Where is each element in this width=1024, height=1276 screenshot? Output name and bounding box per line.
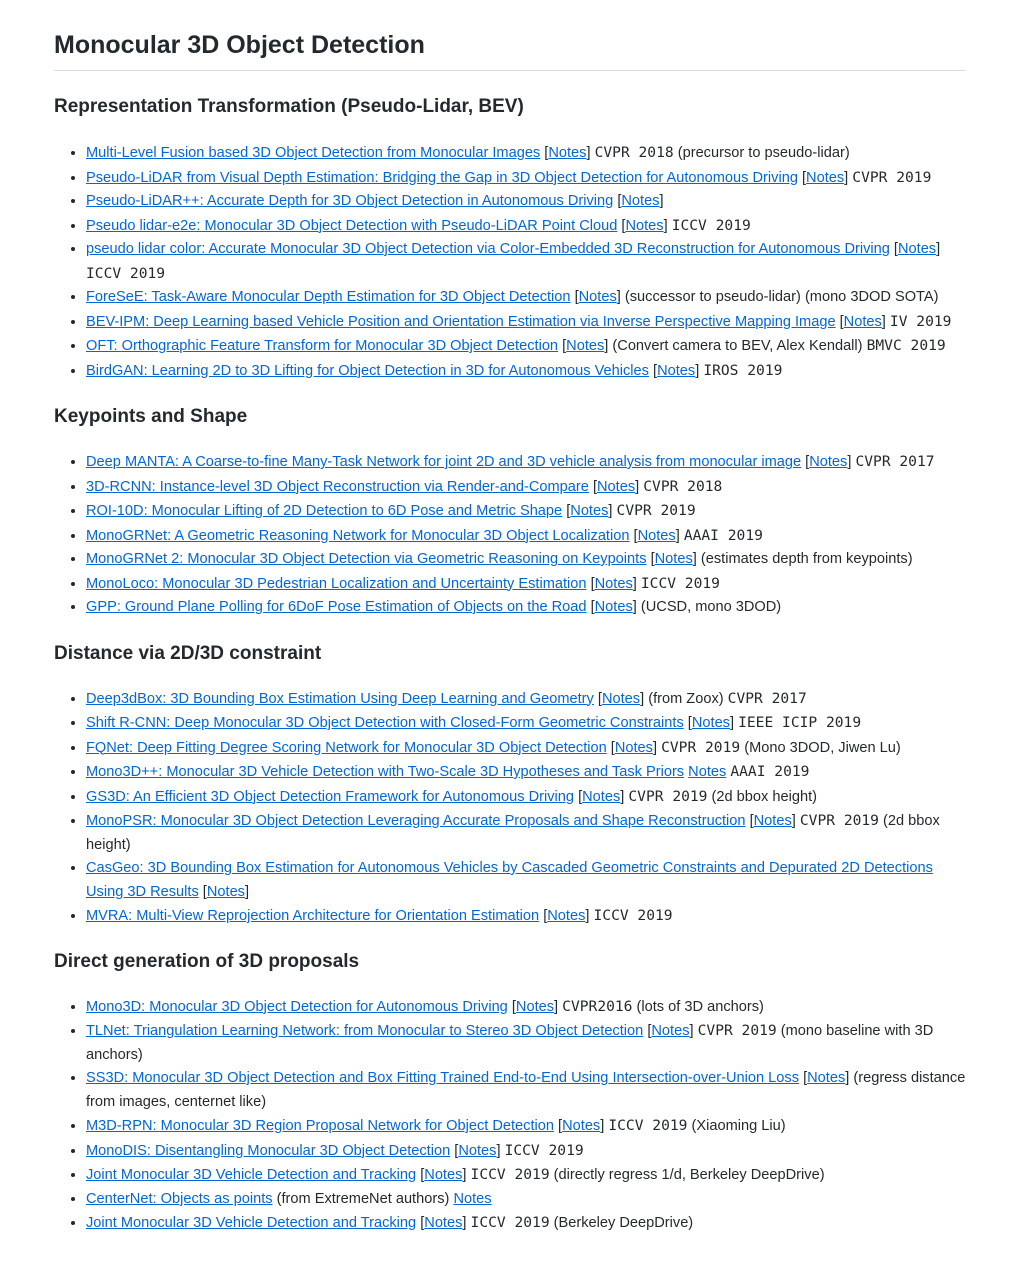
- list-item: • MonoGRNet 2: Monocular 3D Object Detection via Geometric Reasoning on Keypoints [Notes] (estimates depth from keypoints): [86, 548, 966, 572]
- venue-badge: CVPR 2019: [697, 1022, 777, 1039]
- notes-link[interactable]: Notes: [597, 478, 636, 495]
- venue-badge: ICCV 2019: [640, 574, 720, 592]
- notes-link[interactable]: Notes: [688, 764, 727, 780]
- paper-link[interactable]: MonoGRNet: A Geometric Reasoning Network for Monocular 3D Object Localization: [86, 527, 630, 544]
- document: [54, 28, 966, 1236]
- venue-badge: ICCV 2019: [470, 1214, 550, 1231]
- paper-link[interactable]: GS3D: An Efficient 3D Object Detection Framework for Autonomous Driving: [86, 788, 575, 805]
- notes-link[interactable]: Notes: [601, 690, 641, 707]
- paper-list: [54, 995, 966, 1236]
- venue-badge: ICCV 2019: [608, 1117, 688, 1134]
- notes-link[interactable]: Notes: [594, 575, 633, 592]
- item-comment: (Mono 3DOD, Jiwen Lu): [744, 739, 901, 756]
- item-comment: (Convert camera to BEV, Alex Kendall): [612, 338, 863, 354]
- notes-link[interactable]: Notes: [657, 362, 696, 379]
- item-comment: (2d bbox height): [711, 788, 818, 805]
- notes-link[interactable]: Notes: [691, 715, 730, 731]
- paper-link[interactable]: Multi-Level Fusion based 3D Object Detection from Monocular Images: [86, 145, 541, 161]
- paper-link[interactable]: MVRA: Multi-View Reprojection Architecture for Orientation Estimation: [86, 908, 540, 924]
- paper-link[interactable]: OFT: Orthographic Feature Transform for Monocular 3D Object Detection: [86, 338, 559, 354]
- list-item: • MVRA: Multi-View Reprojection Architecture for Orientation Estimation [Notes] ICCV 2019: [86, 904, 966, 929]
- list-item: • FQNet: Deep Fitting Degree Scoring Network for Monocular 3D Object Detection [Notes] CVPR 2019 (Mono 3DOD, Jiwen Lu): [86, 736, 966, 761]
- paper-link[interactable]: 3D-RCNN: Instance-level 3D Object Reconstruction via Render-and-Compare: [86, 478, 589, 495]
- notes-link[interactable]: Notes: [651, 1023, 690, 1039]
- list-item: • GS3D: An Efficient 3D Object Detection Framework for Autonomous Driving [Notes] CVPR 2019 (2d bbox height): [86, 785, 966, 810]
- notes-link[interactable]: Notes: [206, 883, 245, 900]
- venue-badge: ICCV 2019: [504, 1141, 584, 1159]
- paper-link[interactable]: MonoPSR: Monocular 3D Object Detection Leveraging Accurate Proposals and Shape Reconstruction: [86, 813, 746, 829]
- notes-link[interactable]: Notes: [897, 241, 937, 257]
- venue-badge: CVPR 2019: [852, 168, 932, 186]
- venue-badge: IROS 2019: [703, 361, 783, 379]
- paper-link[interactable]: Pseudo lidar-e2e: Monocular 3D Object Detection with Pseudo-LiDAR Point Cloud: [86, 217, 618, 234]
- item-comment: (2d bbox height): [86, 813, 940, 853]
- list-item: • ForeSeE: Task-Aware Monocular Depth Estimation for 3D Object Detection [Notes] (successor to pseudo-lidar) (mono 3DOD SOTA): [86, 286, 966, 310]
- item-comment: (regress distance from images, centernet like): [86, 1070, 966, 1110]
- list-item: • pseudo lidar color: Accurate Monocular 3D Object Detection via Color-Embedded 3D Reconstruction for Autonomous Driving [Notes] ICCV 2019: [86, 238, 966, 286]
- list-item: [86, 760, 966, 785]
- paper-link[interactable]: SS3D: Monocular 3D Object Detection and Box Fitting Trained End-to-End Using Intersection-over-Union Loss: [86, 1070, 800, 1086]
- paper-link[interactable]: Shift R-CNN: Deep Monocular 3D Object Detection with Closed-Form Geometric Constraints: [86, 715, 684, 731]
- page-title: Monocular 3D Object Detection: [54, 28, 966, 71]
- list-item: • ROI-10D: Monocular Lifting of 2D Detection to 6D Pose and Metric Shape [Notes] CVPR 2019: [86, 499, 966, 524]
- notes-link[interactable]: Notes: [515, 998, 555, 1015]
- list-item: [86, 1188, 966, 1212]
- section-heading: Representation Transformation (Pseudo-Lidar, BEV): [54, 96, 524, 117]
- item-comment: (mono baseline with 3D anchors): [86, 1023, 934, 1063]
- section-heading: Keypoints and Shape: [54, 406, 248, 427]
- list-item: • OFT: Orthographic Feature Transform for Monocular 3D Object Detection [Notes] (Convert camera to BEV, Alex Kendall) BMVC 2019: [86, 334, 966, 359]
- list-item: • Mono3D: Monocular 3D Object Detection for Autonomous Driving [Notes] CVPR2016 (lots of 3D anchors): [86, 995, 966, 1020]
- venue-badge: AAAI 2019: [730, 763, 810, 780]
- item-comment: (Xiaoming Liu): [691, 1118, 786, 1134]
- notes-link[interactable]: Notes: [566, 338, 605, 354]
- venue-badge: CVPR 2019: [799, 812, 879, 829]
- item-comment: (from Zoox): [648, 690, 724, 707]
- venue-badge: CVPR 2019: [616, 502, 696, 519]
- paper-list: [54, 687, 966, 929]
- list-item: • Pseudo-LiDAR from Visual Depth Estimation: Bridging the Gap in 3D Object Detection for Autonomous Driving [Notes] CVPR 2019: [86, 166, 966, 191]
- list-item: • BEV-IPM: Deep Learning based Vehicle Position and Orientation Estimation via Inverse Perspective Mapping Image [Notes] IV 2019: [86, 310, 966, 335]
- item-comment: (Berkeley DeepDrive): [553, 1215, 694, 1231]
- list-item: • GPP: Ground Plane Polling for 6DoF Pose Estimation of Objects on the Road [Notes] (UCSD, mono 3DOD): [86, 596, 966, 620]
- paper-list: [54, 450, 966, 620]
- list-item: • TLNet: Triangulation Learning Network: from Monocular to Stereo 3D Object Detection [Notes] CVPR 2019 (mono baseline with 3D anchors): [86, 1019, 966, 1067]
- notes-link[interactable]: Notes: [453, 1190, 492, 1207]
- venue-badge: ICCV 2019: [86, 264, 166, 282]
- list-item: • Joint Monocular 3D Vehicle Detection and Tracking [Notes] ICCV 2019 (Berkeley DeepDrive): [86, 1211, 966, 1236]
- paper-link[interactable]: FQNet: Deep Fitting Degree Scoring Network for Monocular 3D Object Detection: [86, 739, 607, 756]
- venue-badge: IEEE ICIP 2019: [738, 714, 862, 731]
- notes-link[interactable]: Notes: [843, 313, 882, 330]
- list-item: • MonoGRNet: A Geometric Reasoning Network for Monocular 3D Object Localization [Notes] AAAI 2019: [86, 524, 966, 549]
- item-comment: (from ExtremeNet authors): [276, 1190, 450, 1207]
- paper-link[interactable]: Pseudo-LiDAR from Visual Depth Estimation: Bridging the Gap in 3D Object Detection for Autonomous Driving: [86, 169, 798, 186]
- venue-badge: CVPR 2019: [628, 787, 708, 805]
- paper-link[interactable]: MonoDIS: Disentangling Monocular 3D Object Detection: [86, 1142, 451, 1159]
- list-item: • Pseudo lidar-e2e: Monocular 3D Object Detection with Pseudo-LiDAR Point Cloud [Notes] ICCV 2019: [86, 214, 966, 239]
- paper-link[interactable]: CasGeo: 3D Bounding Box Estimation for Autonomous Vehicles by Cascaded Geometric Constraints and Depurated 2D Detections Using 3D Results: [86, 860, 933, 900]
- paper-link[interactable]: MonoLoco: Monocular 3D Pedestrian Localization and Uncertainty Estimation: [86, 575, 587, 592]
- sections-container: [54, 95, 966, 1236]
- paper-link[interactable]: Joint Monocular 3D Vehicle Detection and Tracking: [86, 1167, 417, 1183]
- venue-badge: CVPR 2018: [643, 477, 723, 495]
- venue-badge: CVPR 2019: [661, 738, 741, 756]
- item-comment: (successor to pseudo-lidar) (mono 3DOD SOTA): [624, 289, 939, 305]
- list-item: • 3D-RCNN: Instance-level 3D Object Reconstruction via Render-and-Compare [Notes] CVPR 2018: [86, 475, 966, 500]
- list-item: • Joint Monocular 3D Vehicle Detection and Tracking [Notes] ICCV 2019 (directly regress 1/d, Berkeley DeepDrive): [86, 1163, 966, 1188]
- notes-link[interactable]: Notes: [424, 1215, 463, 1231]
- paper-link[interactable]: GPP: Ground Plane Polling for 6DoF Pose Estimation of Objects on the Road: [86, 599, 587, 615]
- paper-link[interactable]: ROI-10D: Monocular Lifting of 2D Detection to 6D Pose and Metric Shape: [86, 503, 563, 519]
- section-heading: Direct generation of 3D proposals: [54, 950, 360, 972]
- list-item: • Deep MANTA: A Coarse-to-fine Many-Task Network for joint 2D and 3D vehicle analysis from monocular image [Notes] CVPR 2017: [86, 450, 966, 475]
- notes-link[interactable]: Notes: [424, 1167, 463, 1183]
- list-item: • BirdGAN: Learning 2D to 3D Lifting for Object Detection in 3D for Autonomous Vehicles [Notes] IROS 2019: [86, 359, 966, 384]
- paper-link[interactable]: BirdGAN: Learning 2D to 3D Lifting for Object Detection in 3D for Autonomous Vehicles: [86, 362, 649, 379]
- paper-link[interactable]: Joint Monocular 3D Vehicle Detection and Tracking: [86, 1215, 417, 1231]
- list-item: • CasGeo: 3D Bounding Box Estimation for Autonomous Vehicles by Cascaded Geometric Constraints and Depurated 2D Detections Using 3D Results [Notes]: [86, 857, 966, 904]
- paper-link[interactable]: CenterNet: Objects as points: [86, 1190, 273, 1207]
- paper-list: [54, 141, 966, 383]
- notes-link[interactable]: Notes: [625, 217, 664, 234]
- paper-link[interactable]: Deep MANTA: A Coarse-to-fine Many-Task Network for joint 2D and 3D vehicle analysis from monocular image: [86, 454, 802, 470]
- list-item: • Deep3dBox: 3D Bounding Box Estimation Using Deep Learning and Geometry [Notes] (from Zoox) CVPR 2017: [86, 687, 966, 712]
- venue-badge: AAAI 2019: [683, 526, 763, 544]
- list-item: • Multi-Level Fusion based 3D Object Detection from Monocular Images [Notes] CVPR 2018 (precursor to pseudo-lidar): [86, 141, 966, 166]
- list-item: • MonoPSR: Monocular 3D Object Detection Leveraging Accurate Proposals and Shape Reconstruction [Notes] CVPR 2019 (2d bbox height): [86, 809, 966, 857]
- notes-link[interactable]: Notes: [548, 145, 587, 161]
- venue-badge: CVPR2016: [562, 997, 633, 1015]
- item-comment: (directly regress 1/d, Berkeley DeepDrive): [553, 1167, 825, 1183]
- venue-badge: IV 2019: [889, 312, 952, 330]
- notes-link[interactable]: Notes: [753, 813, 792, 829]
- list-item: • Pseudo-LiDAR++: Accurate Depth for 3D Object Detection in Autonomous Driving [Notes]: [86, 190, 966, 214]
- notes-link[interactable]: Notes: [594, 599, 633, 615]
- item-comment: (lots of 3D anchors): [636, 998, 764, 1015]
- paper-link[interactable]: ForeSeE: Task-Aware Monocular Depth Estimation for 3D Object Detection: [86, 289, 571, 305]
- notes-link[interactable]: Notes: [578, 289, 617, 305]
- list-item: • MonoDIS: Disentangling Monocular 3D Object Detection [Notes] ICCV 2019: [86, 1139, 966, 1164]
- list-item: • Shift R-CNN: Deep Monocular 3D Object Detection with Closed-Form Geometric Constraints [Notes] IEEE ICIP 2019: [86, 711, 966, 736]
- paper-link[interactable]: BEV-IPM: Deep Learning based Vehicle Position and Orientation Estimation via Inverse Perspective Mapping Image: [86, 313, 836, 330]
- notes-link[interactable]: Notes: [458, 1142, 497, 1159]
- list-item: • M3D-RPN: Monocular 3D Region Proposal Network for Object Detection [Notes] ICCV 2019 (Xiaoming Liu): [86, 1114, 966, 1139]
- notes-link[interactable]: Notes: [654, 551, 693, 567]
- paper-link[interactable]: Mono3D++: Monocular 3D Vehicle Detection with Two-Scale 3D Hypotheses and Task Priors: [86, 764, 685, 780]
- venue-badge: ICCV 2019: [671, 216, 751, 234]
- notes-link[interactable]: Notes: [562, 1118, 601, 1134]
- notes-link[interactable]: Notes: [809, 454, 848, 470]
- item-comment: (UCSD, mono 3DOD): [640, 599, 782, 615]
- item-comment: (precursor to pseudo-lidar): [677, 145, 850, 161]
- list-item: • MonoLoco: Monocular 3D Pedestrian Localization and Uncertainty Estimation [Notes] ICCV 2019: [86, 572, 966, 597]
- paper-link[interactable]: MonoGRNet 2: Monocular 3D Object Detection via Geometric Reasoning on Keypoints: [86, 551, 647, 567]
- paper-link[interactable]: Deep3dBox: 3D Bounding Box Estimation Using Deep Learning and Geometry: [86, 690, 594, 707]
- notes-link[interactable]: Notes: [637, 527, 676, 544]
- notes-link[interactable]: Notes: [547, 908, 586, 924]
- venue-badge: CVPR 2018: [594, 144, 674, 161]
- notes-link[interactable]: Notes: [621, 193, 660, 209]
- venue-badge: CVPR 2017: [727, 689, 807, 707]
- venue-badge: BMVC 2019: [866, 337, 946, 354]
- notes-link[interactable]: Notes: [807, 1070, 846, 1086]
- paper-link[interactable]: Mono3D: Monocular 3D Object Detection for Autonomous Driving: [86, 998, 508, 1015]
- notes-link[interactable]: Notes: [582, 788, 621, 805]
- paper-link[interactable]: Pseudo-LiDAR++: Accurate Depth for 3D Object Detection in Autonomous Driving: [86, 193, 614, 209]
- notes-link[interactable]: Notes: [570, 503, 609, 519]
- notes-link[interactable]: Notes: [806, 169, 845, 186]
- paper-link[interactable]: M3D-RPN: Monocular 3D Region Proposal Network for Object Detection: [86, 1118, 554, 1134]
- venue-badge: ICCV 2019: [593, 907, 673, 924]
- venue-badge: ICCV 2019: [470, 1166, 550, 1183]
- paper-link[interactable]: TLNet: Triangulation Learning Network: from Monocular to Stereo 3D Object Detection: [86, 1023, 644, 1039]
- list-item: • SS3D: Monocular 3D Object Detection and Box Fitting Trained End-to-End Using Intersection-over-Union Loss [Notes] (regress distance from images, centernet like): [86, 1067, 966, 1114]
- notes-link[interactable]: Notes: [614, 739, 653, 756]
- section-heading: Distance via 2D/3D constraint: [54, 642, 322, 664]
- paper-link[interactable]: pseudo lidar color: Accurate Monocular 3D Object Detection via Color-Embedded 3D Reconstruction for Autonomous Driving: [86, 241, 890, 257]
- venue-badge: CVPR 2017: [855, 453, 935, 470]
- item-comment: (estimates depth from keypoints): [700, 551, 913, 567]
